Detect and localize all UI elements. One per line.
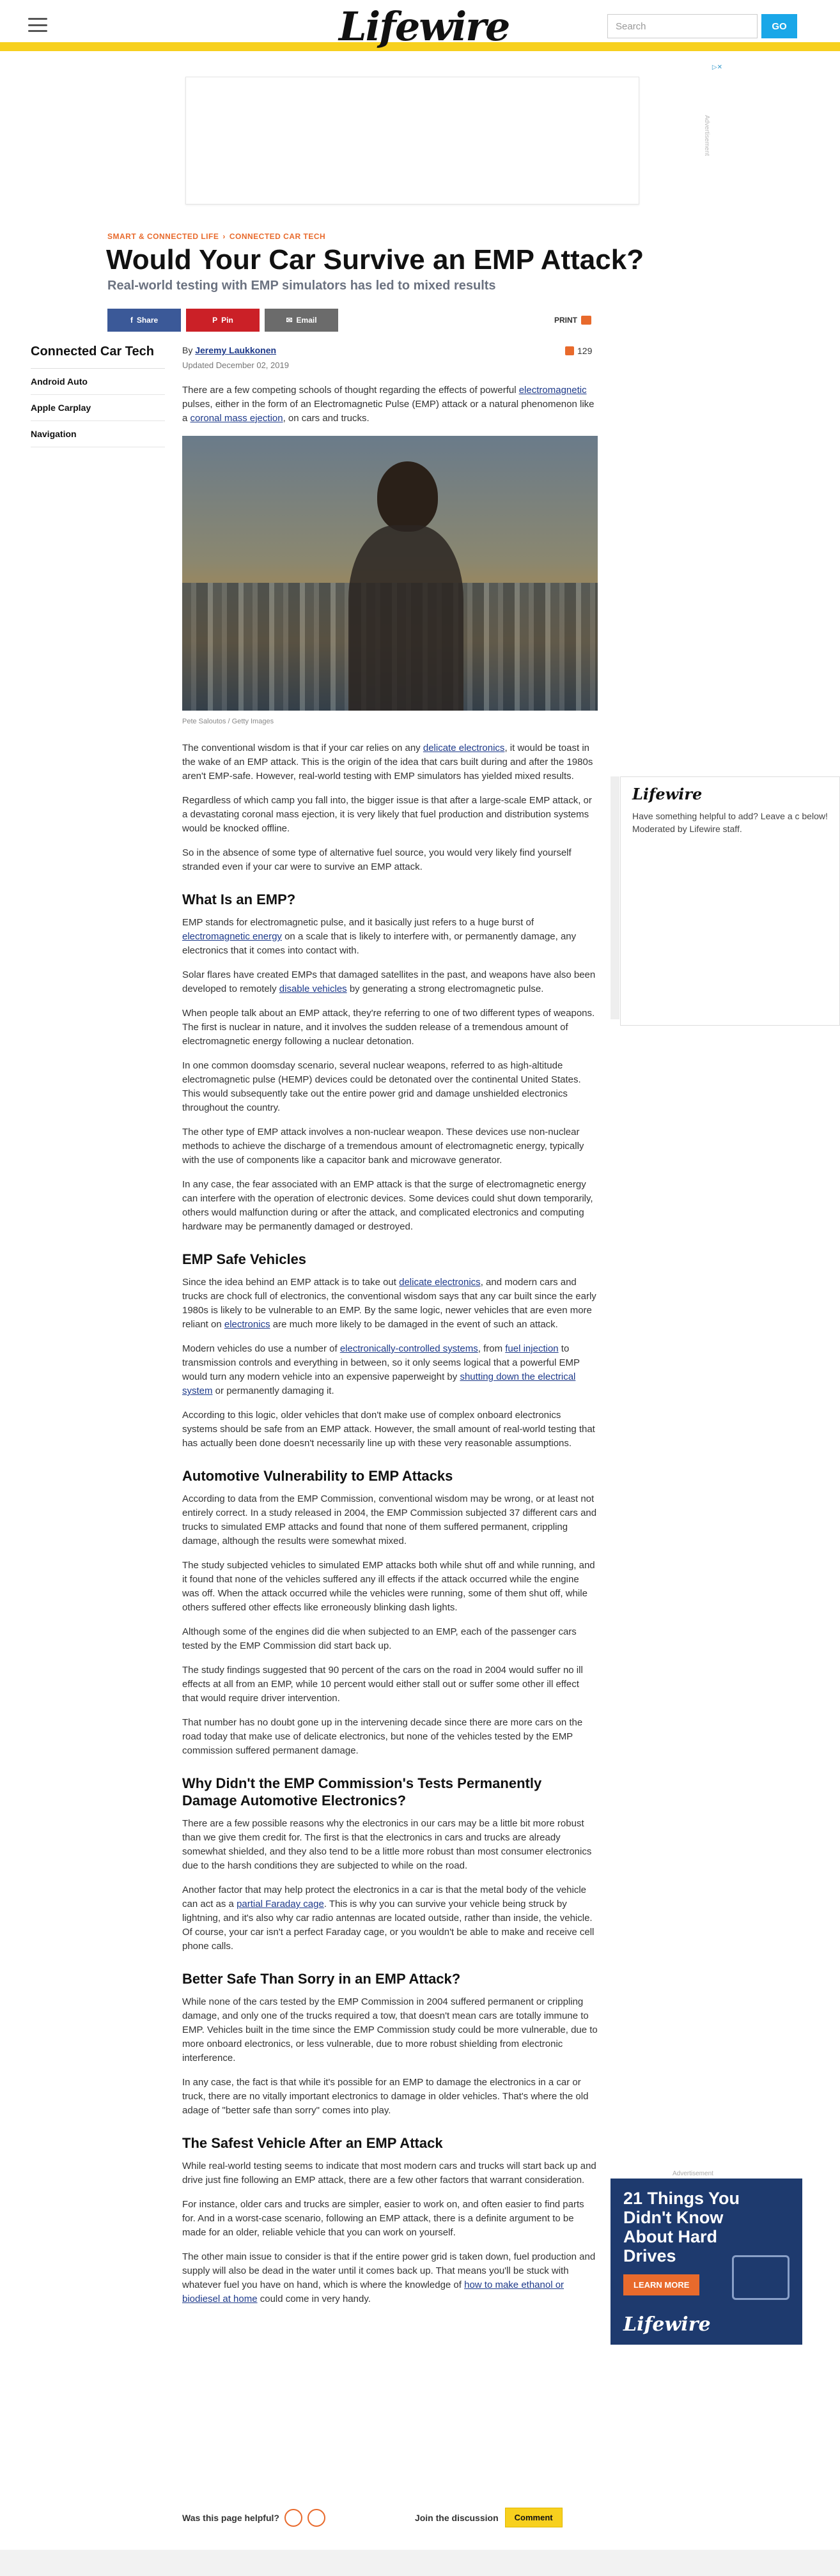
byline	[182, 345, 276, 355]
paragraph: In one common doomsday scenario, several nuclear weapons, referred to as high-altitude electromagnetic pulse (HEMP) devices could be detonated over the continental United States. This would subsequently take out the entire power grid and damage unshielded electronics throughout the country.	[182, 1060, 581, 1113]
helpful-prompt: Was this page helpful?	[182, 2512, 279, 2523]
search-input[interactable]	[607, 14, 758, 38]
top-bar	[0, 0, 840, 51]
facebook-icon: f	[130, 316, 133, 325]
paragraph: The study subjected vehicles to simulated EMP attacks both while shut off and while running, and it found that none of the vehicles suffered any ill effects if the attack occurred while the engine was off. When the attack occurred while the vehicles were running, some of them shut off, while others suffered other effects like erroneously blinking dash lights.	[182, 1560, 595, 1613]
paragraph: So in the absence of some type of alternative fuel source, you would very likely find yourself stranded even if your car were to survive an EMP attack.	[182, 847, 572, 872]
comment-panel-logo: Lifewire	[632, 785, 703, 803]
site-logo[interactable]: Lifewire	[339, 3, 509, 50]
hard-drive-icon	[732, 2255, 789, 2300]
paragraph: That number has no doubt gone up in the intervening decade since there are more cars on the road today that make use of delicate electronics, but none of the vehicles tested by the EMP commission suffered permanent damage.	[182, 1717, 583, 1756]
facebook-share-button[interactable]	[107, 309, 181, 332]
paragraph: In any case, the fact is that while it's possible for an EMP to damage the electronics in a car or truck, there are no vitally important electronics to damage in older vehicles. That's where the old adage of "better safe than sorry" comes into play.	[182, 2077, 589, 2116]
email-icon: ✉	[286, 316, 293, 325]
promo-ad-label: Advertisement	[673, 2170, 713, 2177]
learn-more-button[interactable]: LEARN MORE	[623, 2274, 699, 2295]
email-share-label: Email	[296, 316, 317, 325]
inline-link[interactable]: delicate electronics	[399, 1277, 481, 1288]
email-share-button[interactable]	[265, 309, 338, 332]
section-heading: Automotive Vulnerability to EMP Attacks	[182, 1468, 453, 1484]
join-discussion-label: Join the discussion	[414, 2512, 499, 2523]
paragraph: Solar flares have created EMPs that damaged satellites in the past, and weapons have also been developed to remotely disable vehicles by generating a strong electromagnetic pulse.	[182, 969, 596, 994]
sidebar-title[interactable]: Connected Car Tech	[31, 344, 165, 369]
woman-silhouette	[348, 461, 463, 711]
top-advertisement	[185, 64, 722, 211]
page-subtitle: Real-world testing with EMP simulators has led to mixed results	[107, 279, 496, 293]
promo-title: 21 Things You Didn't Know About Hard Drives	[623, 2189, 740, 2265]
pinterest-share-button[interactable]	[186, 309, 260, 332]
sidebar-item-android-auto[interactable]: Android Auto	[31, 369, 165, 395]
thumbs-up-face-icon[interactable]	[284, 2509, 302, 2527]
comment-panel-edge	[611, 776, 619, 1019]
ad-choices-icon[interactable]: ▷✕	[712, 64, 722, 71]
menu-icon[interactable]	[28, 18, 47, 32]
sidebar	[31, 344, 165, 447]
breadcrumb-item[interactable]: SMART & CONNECTED LIFE	[107, 232, 219, 241]
likes-count: 129	[577, 346, 593, 356]
image-caption: Pete Saloutos / Getty Images	[182, 718, 274, 725]
comment-panel-text: Have something helpful to add? Leave a c below! Moderated by Lifewire staff.	[632, 811, 828, 834]
inline-link[interactable]: how to make ethanol or biodiesel at home	[182, 2279, 564, 2304]
print-label: PRINT	[554, 316, 577, 325]
paragraph: While real-world testing seems to indicate that most modern cars and trucks will start back up and drive just fine following an EMP attack, there are a few other factors that warrant consideration.	[182, 2161, 596, 2186]
section-heading: What Is an EMP?	[182, 891, 296, 907]
breadcrumb	[107, 232, 325, 241]
paragraph: There are a few competing schools of thought regarding the effects of powerful electromagnetic pulses, either in the form of an Electromagnetic Pulse (EMP) attack or a natural phenomenon like a coronal mass ejection, on cars and trucks.	[182, 385, 595, 424]
inline-link[interactable]: electronics	[224, 1319, 270, 1330]
thumbs-up-icon	[565, 346, 574, 355]
author-link[interactable]: Jeremy Laukkonen	[195, 345, 277, 355]
paragraph: Although some of the engines did die when subjected to an EMP, each of the passenger cars tested by the EMP Commission did start back up.	[182, 1626, 577, 1651]
paragraph: The study findings suggested that 90 percent of the cars on the road in 2004 would suffer no ill effects at all from an EMP, while 10 percent would either stall out or suffer some other ill effect that would require driver intervention.	[182, 1665, 583, 1704]
ad-label: Advertisement	[703, 115, 710, 156]
inline-link[interactable]: fuel injection	[505, 1343, 559, 1354]
hero-image	[182, 436, 598, 711]
paragraph: Regardless of which camp you fall into, the bigger issue is that after a large-scale EMP attack, or a devastating coronal mass ejection, it is very likely that fuel production and distribution systems would be knocked offline.	[182, 795, 592, 834]
byline-prefix: By	[182, 345, 193, 355]
pinterest-share-label: Pin	[221, 316, 233, 325]
share-bar	[107, 309, 338, 332]
footer-strip	[0, 2550, 840, 2576]
search-go-button[interactable]: GO	[761, 14, 797, 38]
section-heading: The Safest Vehicle After an EMP Attack	[182, 2135, 443, 2151]
paragraph: While none of the cars tested by the EMP Commission in 2004 suffered permanent or crippling damage, and only one of the trucks required a tow, that doesn't mean cars are totally immune to EMP. Vehicles built in the time since the EMP Commission study could be more vulnerable, due to more onboard electronics, or less vulnerable, due to more robust shielding from electronic interference.	[182, 1996, 598, 2063]
breadcrumb-separator: ›	[222, 232, 226, 241]
paragraph: Another factor that may help protect the electronics in a car is that the metal body of the vehicle can act as a partial Faraday cage. This is why you can survive your vehicle being struck by lightning, and it's also why car radio antennas are located outside, rather than inside, the vehicle. Of course, your car isn't a perfect Faraday cage, or you wouldn't be able to make and receive cell phone calls.	[182, 1885, 595, 1952]
paragraph: According to data from the EMP Commission, conventional wisdom may be wrong, or at least not entirely correct. In a study released in 2004, the EMP Commission subjected 37 different cars and trucks to simulated EMP attacks and found that none of them suffered permanent, crippling damage, although the results were somewhat mixed.	[182, 1493, 597, 1546]
ad-placeholder[interactable]	[185, 77, 639, 204]
inline-link[interactable]: coronal mass ejection	[190, 413, 283, 424]
inline-link[interactable]: shutting down the electrical system	[182, 1371, 576, 1396]
breadcrumb-item[interactable]: CONNECTED CAR TECH	[229, 232, 326, 241]
promo-logo: Lifewire	[623, 2313, 711, 2336]
comment-panel	[620, 776, 840, 1026]
inline-link[interactable]: disable vehicles	[279, 983, 347, 994]
facebook-share-label: Share	[136, 316, 159, 325]
paragraph: Modern vehicles do use a number of electronically-controlled systems, from fuel injection to transmission controls and everything in between, so it only seems logical that a powerful EMP would turn any modern vehicle into an expensive paperweight by shutting down the electrical system or permanently damaging it.	[182, 1343, 580, 1396]
paragraph: There are a few possible reasons why the electronics in our cars may be a little bit more robust than we give them credit for. The first is that the electronics in cars and trucks are already somewhat shielded, and they also tend to be a little more robust than most consumer electronics due to the harsh conditions they are subjected to while on the road.	[182, 1818, 592, 1871]
inline-link[interactable]: delicate electronics	[423, 743, 505, 753]
paragraph: The conventional wisdom is that if your car relies on any delicate electronics, it would be toast in the wake of an EMP attack. This is the origin of the idea that cars built during and after the 1980s aren't EMP-safe. However, real-world testing with EMP simulators has yielded mixed results.	[182, 743, 593, 782]
inline-link[interactable]: electromagnetic	[518, 385, 587, 396]
section-heading: Better Safe Than Sorry in an EMP Attack?	[182, 1971, 461, 1987]
likes-counter[interactable]	[565, 346, 592, 356]
feedback-row	[182, 2508, 598, 2527]
paragraph: The other main issue to consider is that if the entire power grid is taken down, fuel production and supply will also be dead in the water until it comes back up. That means you'll be stuck with whatever fuel you have on hand, which is where the knowledge of how to make ethanol or biodiesel at home could come in very handy.	[182, 2251, 596, 2304]
section-heading: Why Didn't the EMP Commission's Tests Permanently Damage Automotive Electronics?	[182, 1775, 542, 1809]
section-heading: EMP Safe Vehicles	[182, 1251, 307, 1267]
pinterest-icon: P	[212, 316, 218, 325]
paragraph: According to this logic, older vehicles that don't make use of complex onboard electronics systems should be safe from an EMP attack. However, the small amount of real-world testing that has actually been done doesn't necessarily line up with these very reasonable assumptions.	[182, 1410, 595, 1449]
paragraph: In any case, the fear associated with an EMP attack is that the surge of electromagnetic energy can interfere with the operation of electronic devices. Some devices could shut down temporarily, others would malfunction during or after the attack, and complicated electronics and computing hardware may be permanently damaged or destroyed.	[182, 1179, 593, 1232]
paragraph: For instance, older cars and trucks are simpler, easier to work on, and often easier to find parts for. And in a worst-case scenario, following an EMP attack, there is a definite argument to be made for an older, reliable vehicle that you can work on yourself.	[182, 2199, 584, 2238]
inline-link[interactable]: partial Faraday cage	[237, 1899, 324, 1909]
sidebar-item-apple-carplay[interactable]: Apple Carplay	[31, 395, 165, 421]
comment-button[interactable]: Comment	[505, 2508, 563, 2527]
thumbs-down-face-icon[interactable]	[307, 2509, 325, 2527]
print-button[interactable]	[554, 316, 591, 325]
inline-link[interactable]: electronically-controlled systems	[339, 1343, 478, 1354]
inline-link[interactable]: electromagnetic energy	[182, 931, 282, 942]
paragraph: When people talk about an EMP attack, they're referring to one of two different types of weapons. The first is nuclear in nature, and it involves the sudden release of a tremendous amount of electromagnetic energy following a nuclear detonation.	[182, 1008, 595, 1047]
sidebar-item-navigation[interactable]: Navigation	[31, 421, 165, 447]
page-title: Would Your Car Survive an EMP Attack?	[106, 244, 644, 275]
paragraph: The other type of EMP attack involves a non-nuclear weapon. These devices use non-nuclear methods to achieve the discharge of a tremendous amount of electromagnetic energy, typically with the use of components like a capacitor bank and microwave generator.	[182, 1127, 584, 1166]
promo-banner[interactable]	[611, 2179, 802, 2345]
article-body	[182, 383, 598, 2317]
paragraph: EMP stands for electromagnetic pulse, and it basically just refers to a huge burst of electromagnetic energy on a scale that is likely to interfere with, or permanently damage, any electronics that it comes into contact with.	[182, 917, 577, 956]
updated-date: Updated December 02, 2019	[182, 360, 289, 370]
paragraph: Since the idea behind an EMP attack is to take out delicate electronics, and modern cars and trucks are chock full of electronics, the conventional wisdom says that any car built since the early 1980s is likely to be vulnerable to an EMP. By the same logic, newer vehicles that are even more reliant on electronics are much more likely to be damaged in the event of such an attack.	[182, 1277, 596, 1330]
printer-icon	[581, 316, 591, 325]
